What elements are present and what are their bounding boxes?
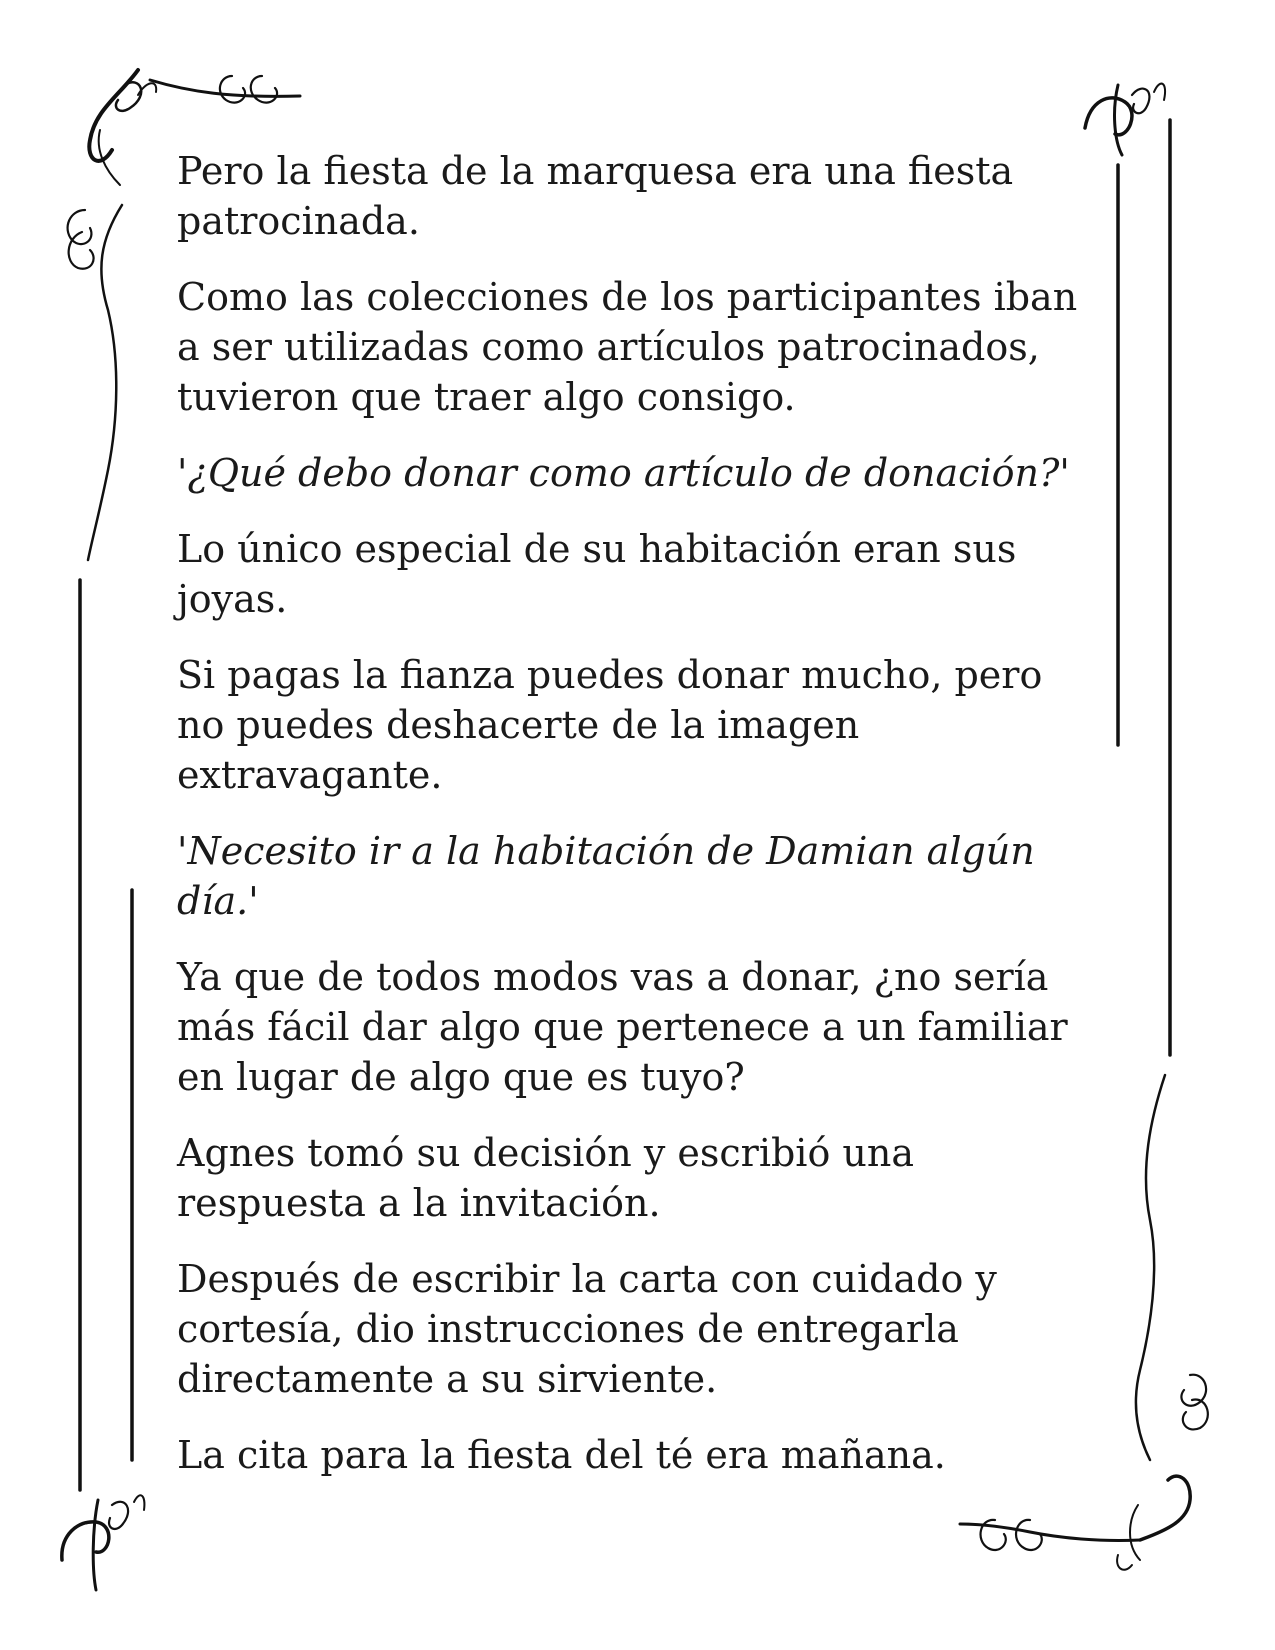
paragraph-2: Como las colecciones de los participantes iban a ser utilizadas como artículos patrocinados, tuvieron que traer algo consigo. — [177, 275, 1078, 419]
story-text — [177, 146, 1097, 1506]
paragraph-10: La cita para la fiesta del té era mañana. — [177, 1433, 946, 1477]
top-right-flourish-icon — [1085, 84, 1165, 155]
paragraph-6-thought: 'Necesito ir a la habitación de Damian algún día.' — [177, 829, 1035, 923]
paragraph-7: Ya que de todos modos vas a donar, ¿no sería más fácil dar algo que pertenece a un familiar en lugar de algo que es tuyo? — [177, 955, 1068, 1099]
paragraph-8: Agnes tomó su decisión y escribió una respuesta a la invitación. — [177, 1131, 915, 1225]
paragraph-3-thought: '¿Qué debo donar como artículo de donación?' — [177, 451, 1070, 495]
paragraph-5: Si pagas la fianza puedes donar mucho, pero no puedes deshacerte de la imagen extravagante. — [177, 653, 1043, 797]
bottom-left-flourish-icon — [62, 1495, 145, 1590]
paragraph-1: Pero la fiesta de la marquesa era una fiesta patrocinada. — [177, 149, 1014, 243]
paragraph-9: Después de escribir la carta con cuidado y cortesía, dio instrucciones de entregarla directamente a su sirviente. — [177, 1257, 997, 1401]
paragraph-4: Lo único especial de su habitación eran sus joyas. — [177, 527, 1017, 621]
